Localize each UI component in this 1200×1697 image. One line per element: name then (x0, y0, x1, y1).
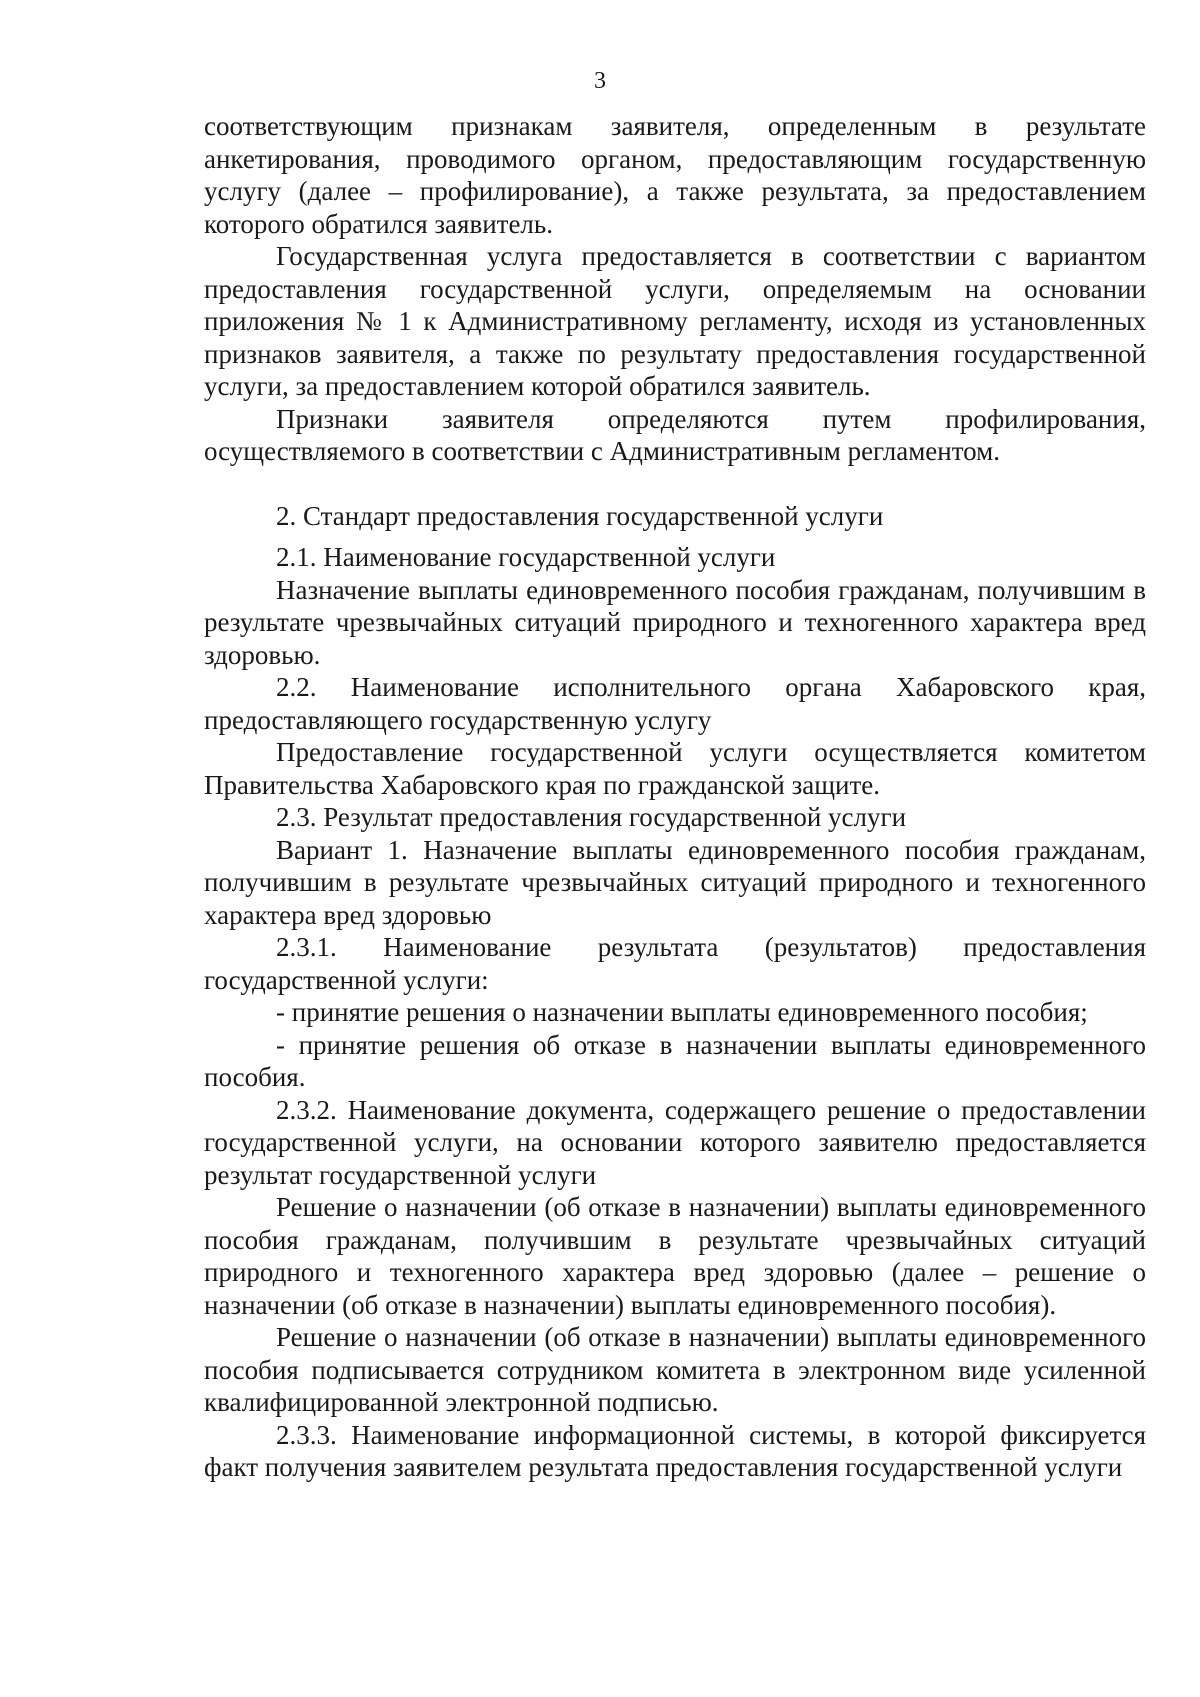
document-body (204, 110, 1146, 1484)
paragraph-applicant-attributes: Признаки заявителя определяются путем профилирования, осуществляемого в соответствии с Административным регламентом. (204, 403, 1146, 466)
subsection-heading-2-3-2: 2.3.2. Наименование документа, содержащего решение о предоставлении государственной услуги, на основании которого заявителю предоставляется результат государственной услуги (204, 1094, 1146, 1190)
subsection-heading-2-3-3: 2.3.3. Наименование информационной системы, в которой фиксируется факт получения заявителем результата предоставления государственной услуги (204, 1419, 1146, 1482)
subsection-heading-2-2: 2.2. Наименование исполнительного органа Хабаровского края, предоставляющего государственную услугу (204, 672, 1146, 735)
paragraph-decision-definition: Решение о назначении (об отказе в назначении) выплаты единовременного пособия гражданам, получившим в результате чрезвычайных ситуаций природного и техногенного характера вред здоровью (далее – решение о назначении (об отказе в назначении) выплаты единовременного пособия). (204, 1192, 1146, 1320)
subsection-heading-2-3: 2.3. Результат предоставления государственной услуги (276, 802, 907, 832)
paragraph-continuation: соответствующим признакам заявителя, определенным в результате анкетирования, проводимого органом, предоставляющим государственную услугу (далее – профилирование), а также результата, за предоставлением которого обратился заявитель. (204, 111, 1146, 239)
paragraph-service-name: Назначение выплаты единовременного пособия гражданам, получившим в результате чрезвычайных ситуаций природного и техногенного характера вред здоровью. (204, 574, 1146, 670)
subsection-heading-2-3-1: 2.3.1. Наименование результата (результатов) предоставления государственной услуги: (204, 932, 1146, 995)
page-number: 3 (594, 68, 606, 94)
paragraph-variant-1: Вариант 1. Назначение выплаты единовременного пособия гражданам, получившим в результате чрезвычайных ситуаций природного и техногенного характера вред здоровью (204, 834, 1146, 930)
section-heading-standard: 2. Стандарт предоставления государственной услуги (276, 500, 884, 531)
paragraph-service-variant: Государственная услуга предоставляется в соответствии с вариантом предоставления государственной услуги, определяемым на основании приложения № 1 к Административному регламенту, исходя из установленных признаков заявителя, а также по результату предоставления государственной услуги, за предоставлением которой обратился заявитель. (204, 241, 1146, 401)
list-item-decision-refusal: - принятие решения об отказе в назначении выплаты единовременного пособия. (204, 1029, 1146, 1092)
subsection-heading-2-1: 2.1. Наименование государственной услуги (276, 542, 776, 572)
paragraph-executive-body: Предоставление государственной услуги осуществляется комитетом Правительства Хабаровского края по гражданской защите. (204, 737, 1146, 800)
paragraph-decision-signature: Решение о назначении (об отказе в назначении) выплаты единовременного пособия подписывается сотрудником комитета в электронном виде усиленной квалифицированной электронной подписью. (204, 1322, 1146, 1417)
list-item-decision-grant: - принятие решения о назначении выплаты единовременного пособия; (276, 997, 1088, 1027)
